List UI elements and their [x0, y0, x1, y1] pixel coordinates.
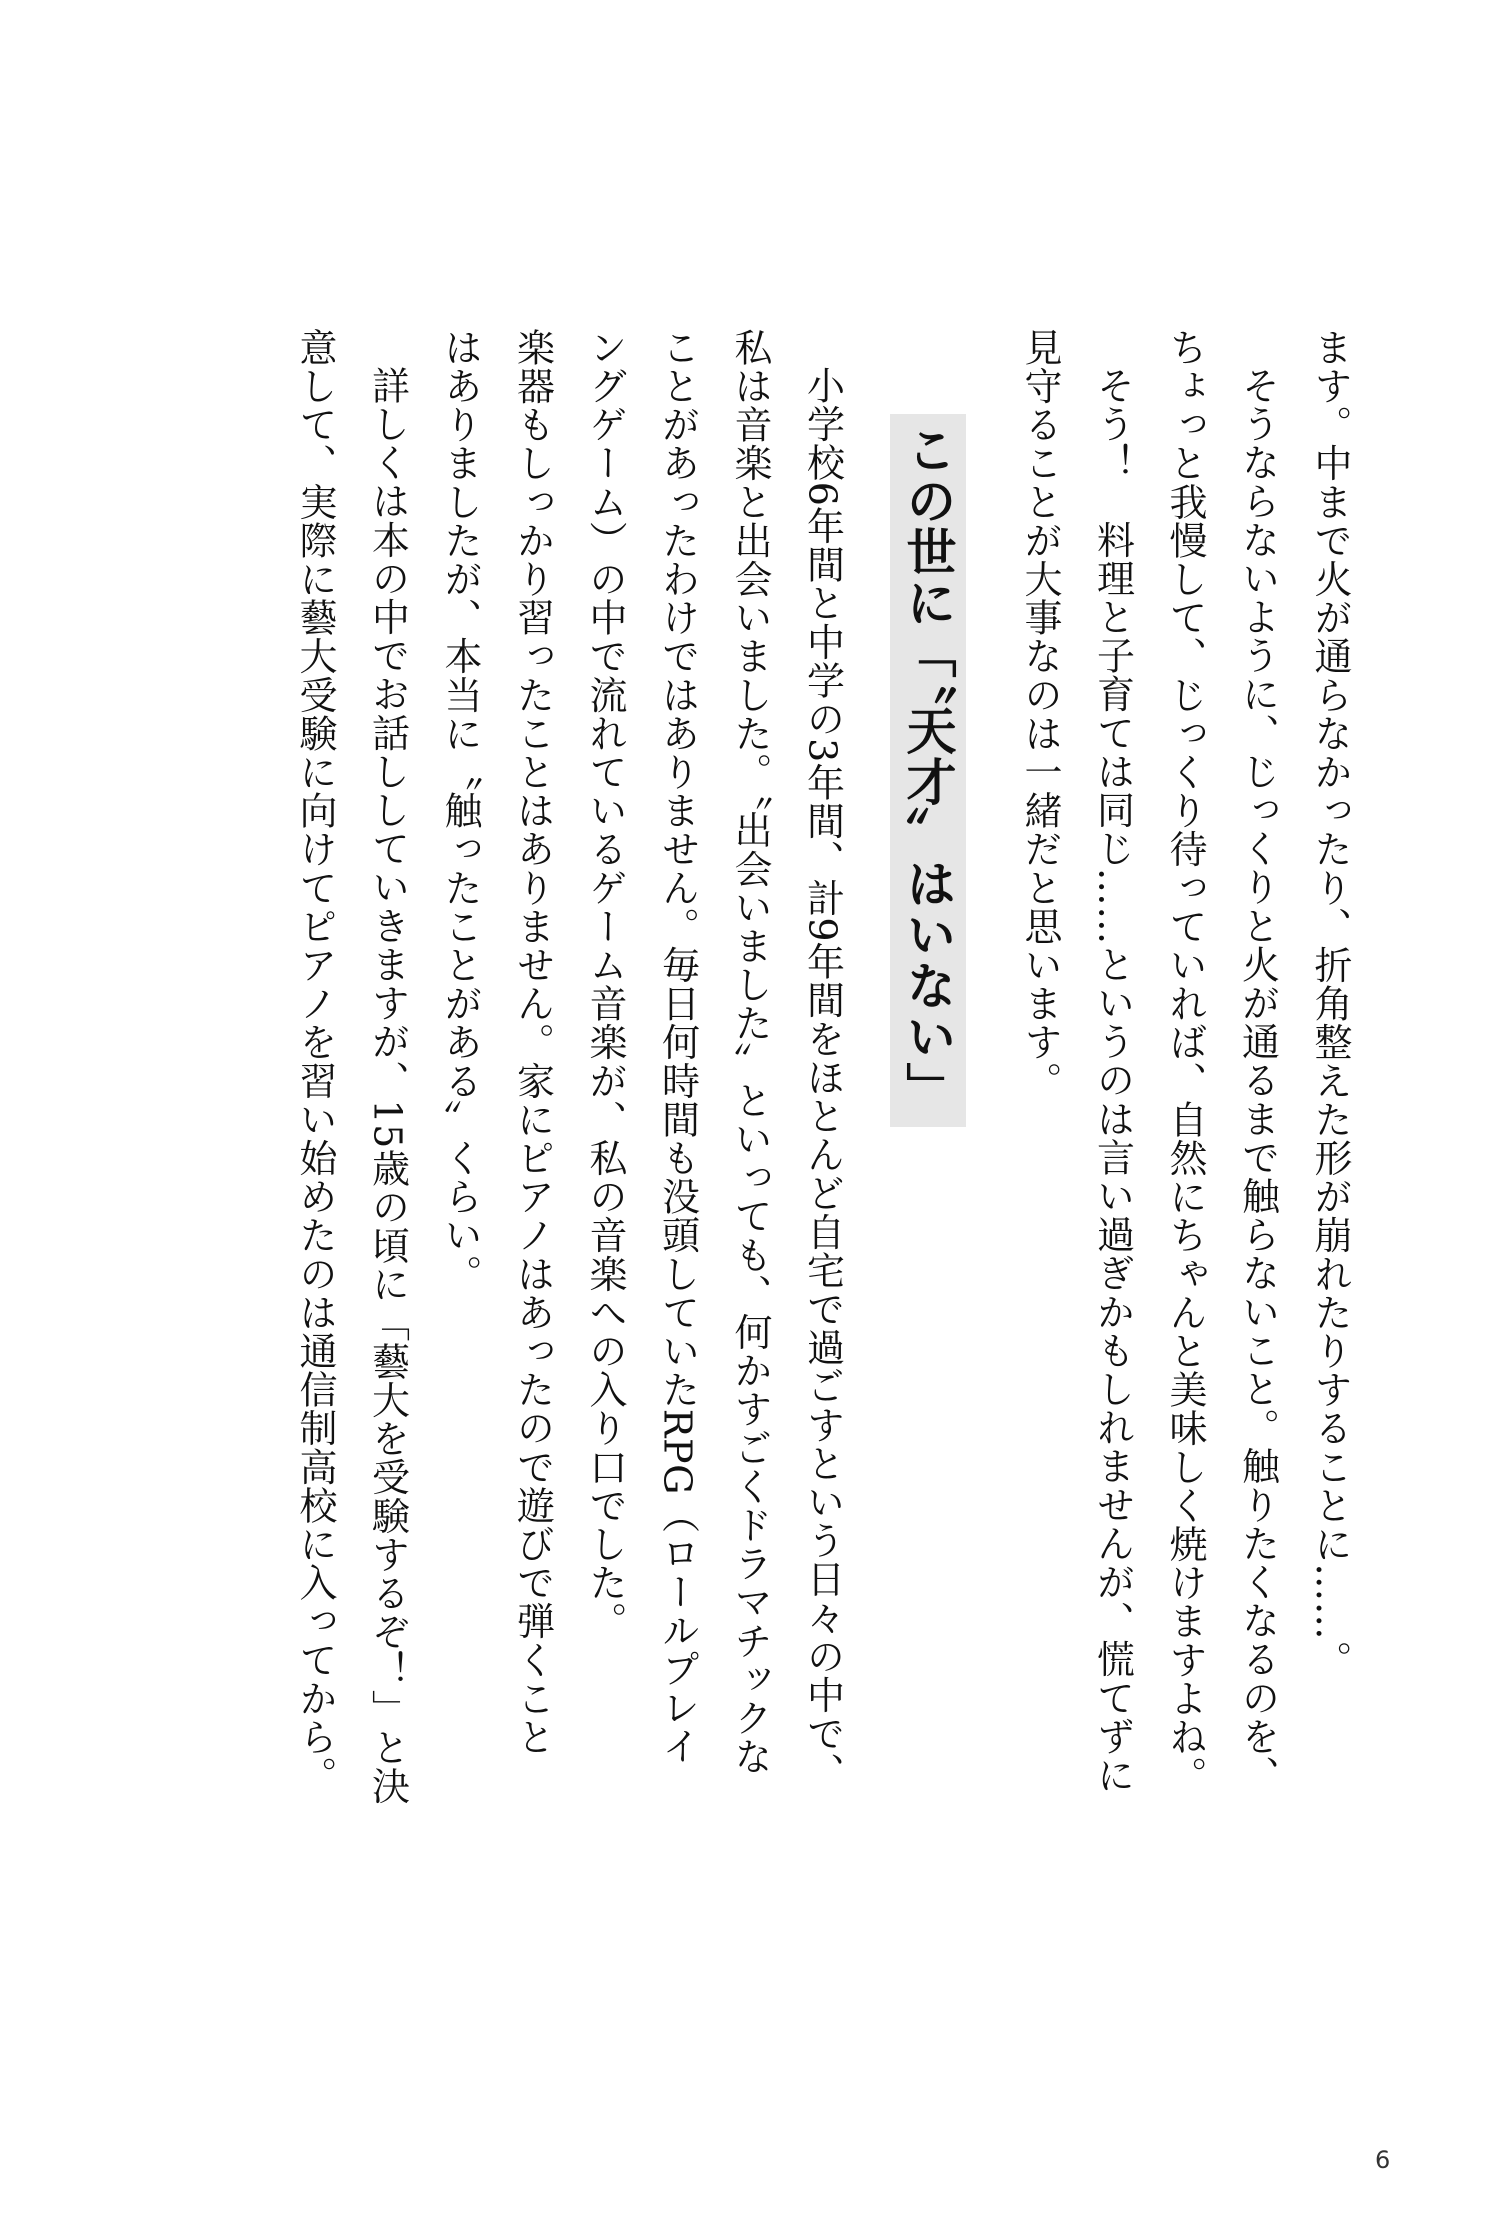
page-number: 6 — [1375, 2146, 1391, 2174]
text-line: 詳しくは本の中でお話ししていきますが、15歳の頃に「藝大を受験するぞ！」と決 — [365, 366, 410, 1806]
text-line: 意して、実際に藝大受験に向けてピアノを習い始めたのは通信制高校に入ってから。 — [293, 328, 337, 1795]
text-line: 楽器もしっかり習ったことはありません。家にピアノはあったので遊びで弾くこと — [510, 328, 555, 1757]
vertical-text-body — [186, 328, 1366, 2048]
text-line: 私は音楽と出会いました。〝出会いました〟といっても、何かすごくドラマチックな — [728, 328, 772, 1776]
text-line: ちょっと我慢して、じっくり待っていれば、自然にちゃんと美味しく焼けますよね。 — [1163, 328, 1207, 1795]
text-line: そうならないように、じっくりと火が通るまで触らないこと。触りたくなるのを、 — [1235, 366, 1280, 1795]
section-heading-wrap — [859, 328, 1004, 2048]
text-line: そう！ 料理と子育ては同じ……というのは言い過ぎかもしれませんが、慌てずに — [1090, 366, 1135, 1795]
text-line: ます。中まで火が通らなかったり、折角整えた形が崩れたりすることに……。 — [1308, 328, 1352, 1679]
section-heading: この世に「〝天才〟はいない」 — [890, 414, 966, 1127]
text-line: 見守ることが大事なのは一緒だと思います。 — [1018, 328, 1062, 1100]
text-line: 小学校6年間と中学の3年間、計9年間をほとんど自宅で過ごすという日々の中で、 — [800, 366, 845, 1792]
text-line: はありましたが、本当に〝触ったことがある〟くらい。 — [438, 328, 482, 1293]
text-line: ことがあったわけではありません。毎日何時間も没頭していたRPG（ロールプレイ — [655, 328, 700, 1766]
text-line: ングゲーム）の中で流れているゲーム音楽が、私の音楽への入り口でした。 — [583, 328, 627, 1641]
